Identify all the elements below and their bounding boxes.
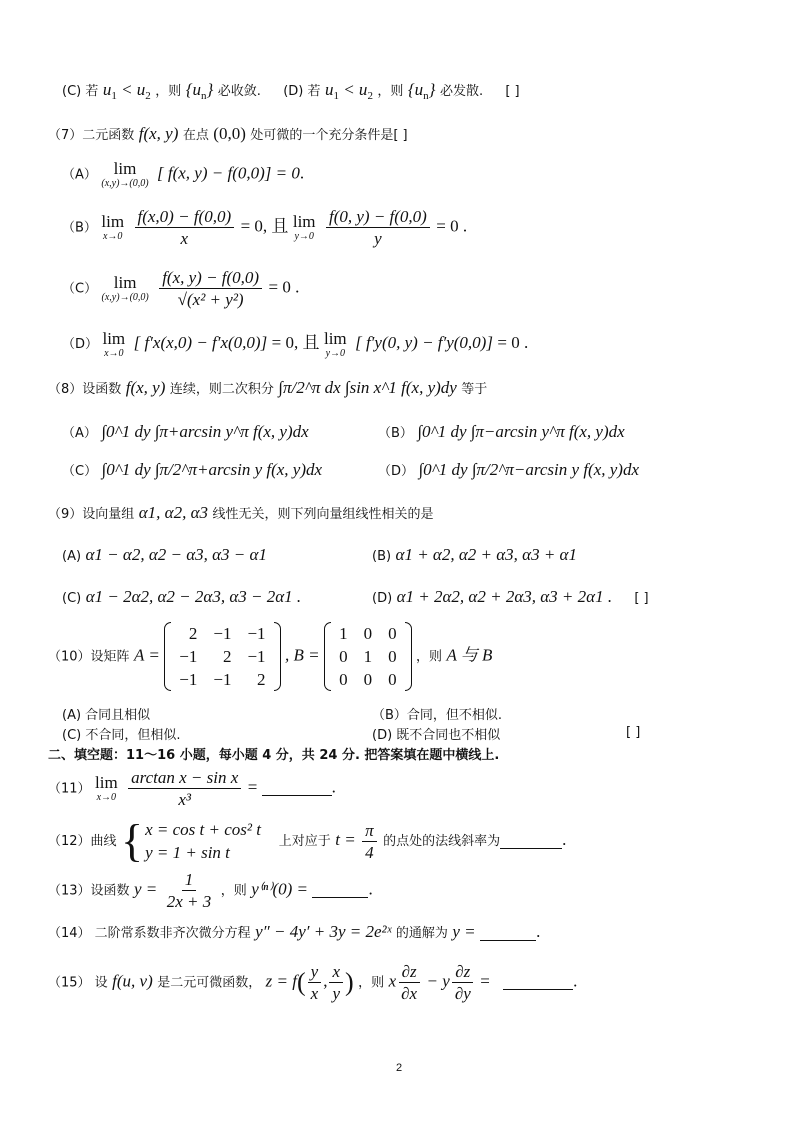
q7-option-d (62, 328, 528, 359)
q7-rest: 处可微的一个充分条件是[ ] (250, 128, 408, 143)
q12-period: . (562, 830, 567, 849)
matrix-a-cell-2-1: −1 (179, 647, 198, 666)
matrix-a-cell-1-2: −1 (213, 624, 232, 643)
q15-f: f(u, v) (112, 971, 153, 991)
q12-t-num: π (362, 821, 377, 842)
q7-b-den1: x (180, 229, 189, 248)
q14-eq: y″ − 4y′ + 3y = 2e²ˣ (255, 922, 392, 941)
q7-c-lim: lim (x,y)→(0,0) (101, 273, 149, 303)
matrix-b-cell-3-1: 0 (339, 670, 348, 689)
q15-dz2 (452, 962, 474, 1003)
q7-b-lim2: lim y→0 (292, 212, 316, 242)
matrix-a-cell-2-3: −1 (247, 647, 266, 666)
q6-d-cond: $u_1 < u_2$ (324, 80, 373, 102)
q7-d-expr2: [ f′y(0, y) − f′y(0,0)] (355, 333, 493, 352)
q7-c-num: f(x, y) − f(0,0) (159, 268, 262, 289)
q14-y-eq: y = (452, 922, 476, 941)
q10-tail: ，则 (416, 649, 443, 665)
q7-d-limsub2: y→0 (325, 347, 346, 359)
q8-option-a (62, 422, 309, 442)
q15-z-eq: z = f (265, 971, 297, 991)
q10-d-text: (D) 既不合同也不相似 (372, 728, 501, 743)
q7-d-lim1: lim x→0 (102, 328, 126, 359)
page-number: 2 (396, 1062, 403, 1074)
q15-dz1-num: ∂z (399, 962, 420, 983)
q12-t-frac (362, 821, 377, 862)
q10-stem-text: （10）设矩阵 (48, 649, 130, 665)
q7-option-a (62, 160, 304, 189)
q13-period: . (368, 879, 373, 899)
q8-option-b (378, 422, 625, 442)
q11-period: . (331, 777, 336, 797)
q6-d-concl: 必发散. (439, 84, 484, 99)
q8-c-label: （C） (62, 464, 98, 479)
q7-d-lim2: lim y→0 (323, 328, 347, 359)
q9-bracket: [ ] (634, 591, 649, 606)
q8-d-label: （D） (378, 464, 415, 479)
q10-option-b (372, 704, 502, 723)
matrix-a-cell-1-3: −1 (247, 624, 266, 643)
q15-comma: , (323, 971, 328, 991)
q9-c-label: (C) (62, 591, 82, 606)
q15-lparen: ( (296, 967, 306, 997)
q15-answer-blank[interactable] (503, 975, 573, 990)
q12-mid: 上对应于 (278, 834, 331, 849)
q15-arg1 (308, 962, 322, 1003)
q15-dz1-den: ∂x (401, 984, 418, 1003)
q15-dz1 (398, 962, 420, 1003)
q14 (48, 922, 540, 942)
q13 (48, 870, 373, 911)
q10-stem (48, 622, 492, 691)
q8-b-expr: ∫0^1 dy ∫π−arcsin y^π f(x, y)dx (417, 422, 625, 441)
q14-mid: 的通解为 (395, 926, 448, 941)
q9-d-expr: α1 + 2α2, α2 + 2α3, α3 + 2α1 . (396, 587, 613, 606)
q11-num: arctan x − sin x (128, 768, 241, 789)
q15-mid: 是二元可微函数， (157, 975, 262, 991)
q9-a-label: (A) (62, 549, 82, 564)
q6-d-seq: $\{u_n\}$ (407, 80, 436, 102)
q15-arg1-num: y (308, 962, 322, 983)
matrix-b-cell-1-1: 1 (339, 624, 348, 643)
q7-a-lim: lim (x,y)→(0,0) (101, 159, 149, 189)
q9-rest: 线性无关，则下列向量组线性相关的是 (212, 507, 434, 522)
q10-option-d (372, 724, 500, 743)
q7-c-den: √(x² + y²) (177, 290, 244, 309)
section-2-heading (48, 744, 499, 763)
q9-b-label: (B) (372, 549, 392, 564)
q7-b-num1: f(x,0) − f(0,0) (135, 207, 235, 228)
q7-b-frac1 (135, 207, 235, 248)
q12-row2: y = 1 + sin t (145, 842, 230, 862)
q8-integral: ∫π/2^π dx ∫sin x^1 f(x, y)dy (278, 378, 457, 397)
q7-b-label: （B） (62, 220, 97, 236)
q8-d-expr: ∫0^1 dy ∫π/2^π−arcsin y f(x, y)dx (418, 460, 639, 479)
q7-d-expr1: [ f′x(x,0) − f′x(0,0)] (133, 333, 268, 352)
matrix-a-cell-2-2: 2 (222, 647, 232, 666)
q9-option-a (62, 545, 267, 565)
q9-stem (48, 503, 433, 523)
q10-option-a (62, 704, 150, 723)
q12-answer-blank[interactable] (500, 834, 562, 849)
matrix-b-cell-2-2: 1 (363, 647, 373, 666)
q7-a-expr: [ f(x, y) − f(0,0)] = 0 (157, 163, 300, 183)
q7-func: f(x, y) (138, 124, 179, 143)
q10-b-text: （B）合同，但不相似. (372, 708, 503, 723)
q9-option-d (372, 587, 649, 607)
matrix-a-cell-1-1: 2 (188, 624, 198, 643)
q11-limsub: x→0 (96, 792, 117, 803)
q13-mid: ，则 (220, 883, 247, 899)
q12 (48, 815, 567, 866)
q9-d-label: (D) (372, 591, 393, 606)
q6-d-label: (D) 若 (283, 84, 321, 99)
q9-vectors: α1, α2, α3 (138, 503, 209, 522)
q10-matrix-b (324, 622, 412, 691)
q7-a-label: （A） (62, 167, 97, 183)
q6-c-then: ，则 (155, 84, 182, 99)
q13-num: 1 (182, 870, 197, 891)
q7-at: 在点 (182, 128, 209, 143)
q6-d-then: ，则 (377, 84, 404, 99)
q15-eq: = (480, 971, 490, 991)
matrix-b-cell-2-1: 0 (339, 647, 348, 666)
section-2-title: 二、填空题：11～16 小题，每小题 4 分，共 24 分. 把答案填在题中横线上. (48, 748, 500, 763)
q15 (48, 962, 577, 1003)
q10-matrix-a (164, 622, 280, 691)
matrix-b-cell-3-2: 0 (363, 670, 373, 689)
q6-bracket: [ ] (505, 84, 520, 99)
q15-arg1-den: x (310, 984, 319, 1003)
q7-d-mid: = 0, 且 (271, 333, 320, 352)
q6-c-seq: $\{u_n\}$ (185, 80, 214, 102)
q8-stem-text: （8）设函数 (48, 382, 122, 397)
matrix-b-cell-2-3: 0 (388, 647, 397, 666)
q15-period: . (573, 971, 578, 991)
q6-options-cd (62, 80, 520, 102)
q10-a-name: A = (134, 645, 160, 665)
q7-a-end: . (299, 163, 305, 183)
matrix-a-cell-3-1: −1 (179, 670, 198, 689)
q11-lim: lim x→0 (95, 773, 118, 803)
q13-frac (164, 870, 215, 911)
q11-eq: = (247, 777, 262, 797)
matrix-b-cell-1-3: 0 (388, 624, 397, 643)
q15-dz2-num: ∂z (452, 962, 473, 983)
q10-option-c (62, 724, 181, 743)
q7-c-end: = 0 . (268, 277, 300, 297)
q8-option-d (378, 460, 639, 480)
q7-option-c (62, 268, 299, 309)
q12-row1: x = cos t + cos² t (145, 819, 261, 839)
q10-a-text: (A) 合同且相似 (62, 708, 151, 723)
q9-b-expr: α1 + α2, α2 + α3, α3 + α1 (395, 545, 577, 564)
matrix-b-cell-1-2: 0 (363, 624, 373, 643)
q9-stem-text: （9）设向量组 (48, 507, 135, 522)
q7-d-label: （D） (62, 337, 99, 352)
q8-c-expr: ∫0^1 dy ∫π/2^π+arcsin y f(x, y)dx (101, 460, 323, 479)
q15-arg2 (329, 962, 343, 1003)
q9-option-b (372, 545, 577, 565)
q7-b-lim1: lim x→0 (101, 212, 125, 242)
q7-d-limsub1: x→0 (104, 347, 124, 359)
q8-a-expr: ∫0^1 dy ∫π+arcsin y^π f(x, y)dx (101, 422, 309, 441)
q7-c-label: （C） (62, 281, 98, 297)
q10-tail-expr: A 与 B (446, 645, 493, 665)
q6-c-label: (C) 若 (62, 84, 99, 99)
q14-label: （14） 二阶常系数非齐次微分方程 (48, 926, 251, 941)
q15-label: （15） 设 (48, 975, 108, 991)
q7-b-frac2 (326, 207, 430, 248)
q7-b-num2: f(0, y) − f(0,0) (326, 207, 430, 228)
q14-answer-blank[interactable] (480, 926, 536, 941)
q15-rparen: ) (344, 967, 354, 997)
q10-b-name: , B = (285, 645, 320, 665)
q7-d-end: = 0 . (497, 333, 529, 352)
q15-minus-y: − y (426, 971, 450, 991)
q13-answer-blank[interactable] (312, 883, 368, 898)
q11 (48, 768, 336, 809)
q13-y-eq: y = (134, 879, 158, 899)
q10-bracket-text: [ ] (626, 725, 641, 740)
q13-deriv: y⁽ⁿ⁾(0) = (251, 879, 308, 899)
q7-a-limsub: (x,y)→(0,0) (101, 178, 149, 189)
q6-c-cond: $u_1 < u_2$ (102, 80, 151, 102)
q6-c-concl: 必收敛. (217, 84, 261, 99)
q8-b-label: （B） (378, 426, 413, 441)
q15-arg2-num: x (329, 962, 343, 983)
q11-den: x³ (178, 790, 192, 809)
q7-b-limsub1: x→0 (102, 231, 123, 242)
q12-label: （12）曲线 (48, 834, 117, 849)
matrix-a-cell-3-2: −1 (213, 670, 232, 689)
q7-b-mid: = 0, 且 (240, 216, 289, 236)
q12-rest: 的点处的法线斜率为 (383, 834, 501, 849)
q8-eq: 等于 (461, 382, 488, 397)
q12-cases: { x = cos t + cos² t y = 1 + sin t (121, 815, 261, 866)
q8-stem (48, 378, 487, 398)
matrix-a-cell-3-3: 2 (257, 670, 266, 689)
q11-frac (128, 768, 241, 809)
q7-stem-text: （7）二元函数 (48, 128, 135, 143)
q15-arg2-den: y (332, 984, 340, 1003)
q15-then: ，则 (358, 975, 385, 991)
q13-den: 2x + 3 (166, 892, 212, 911)
q12-t-den: 4 (365, 842, 374, 862)
q9-a-expr: α1 − α2, α2 − α3, α3 − α1 (85, 545, 267, 564)
q11-label: （11） (48, 781, 91, 797)
q7-c-frac (159, 268, 262, 309)
q7-stem (48, 124, 408, 144)
q7-b-end: = 0 . (436, 216, 468, 236)
q10-bracket (626, 724, 640, 740)
q12-t-eq: t = (335, 830, 356, 849)
q11-answer-blank[interactable] (262, 781, 332, 796)
q7-point: (0,0) (213, 124, 246, 143)
q9-option-c (62, 587, 301, 607)
q8-a-label: （A） (62, 426, 97, 441)
q15-x: x (388, 971, 397, 991)
q8-func: f(x, y) (125, 378, 166, 397)
q9-c-expr: α1 − 2α2, α2 − 2α3, α3 − 2α1 . (85, 587, 302, 606)
q7-b-limsub2: y→0 (294, 231, 314, 242)
q7-c-limsub: (x,y)→(0,0) (101, 292, 149, 303)
q8-cont: 连续，则二次积分 (169, 382, 274, 397)
q8-option-c (62, 460, 322, 480)
q14-period: . (536, 922, 541, 941)
q10-c-text: (C) 不合同，但相似. (62, 728, 181, 743)
q15-dz2-den: ∂y (454, 984, 471, 1003)
q7-b-den2: y (374, 229, 382, 248)
matrix-b-cell-3-3: 0 (388, 670, 397, 689)
q7-option-b (62, 207, 467, 248)
q13-label: （13）设函数 (48, 883, 130, 899)
